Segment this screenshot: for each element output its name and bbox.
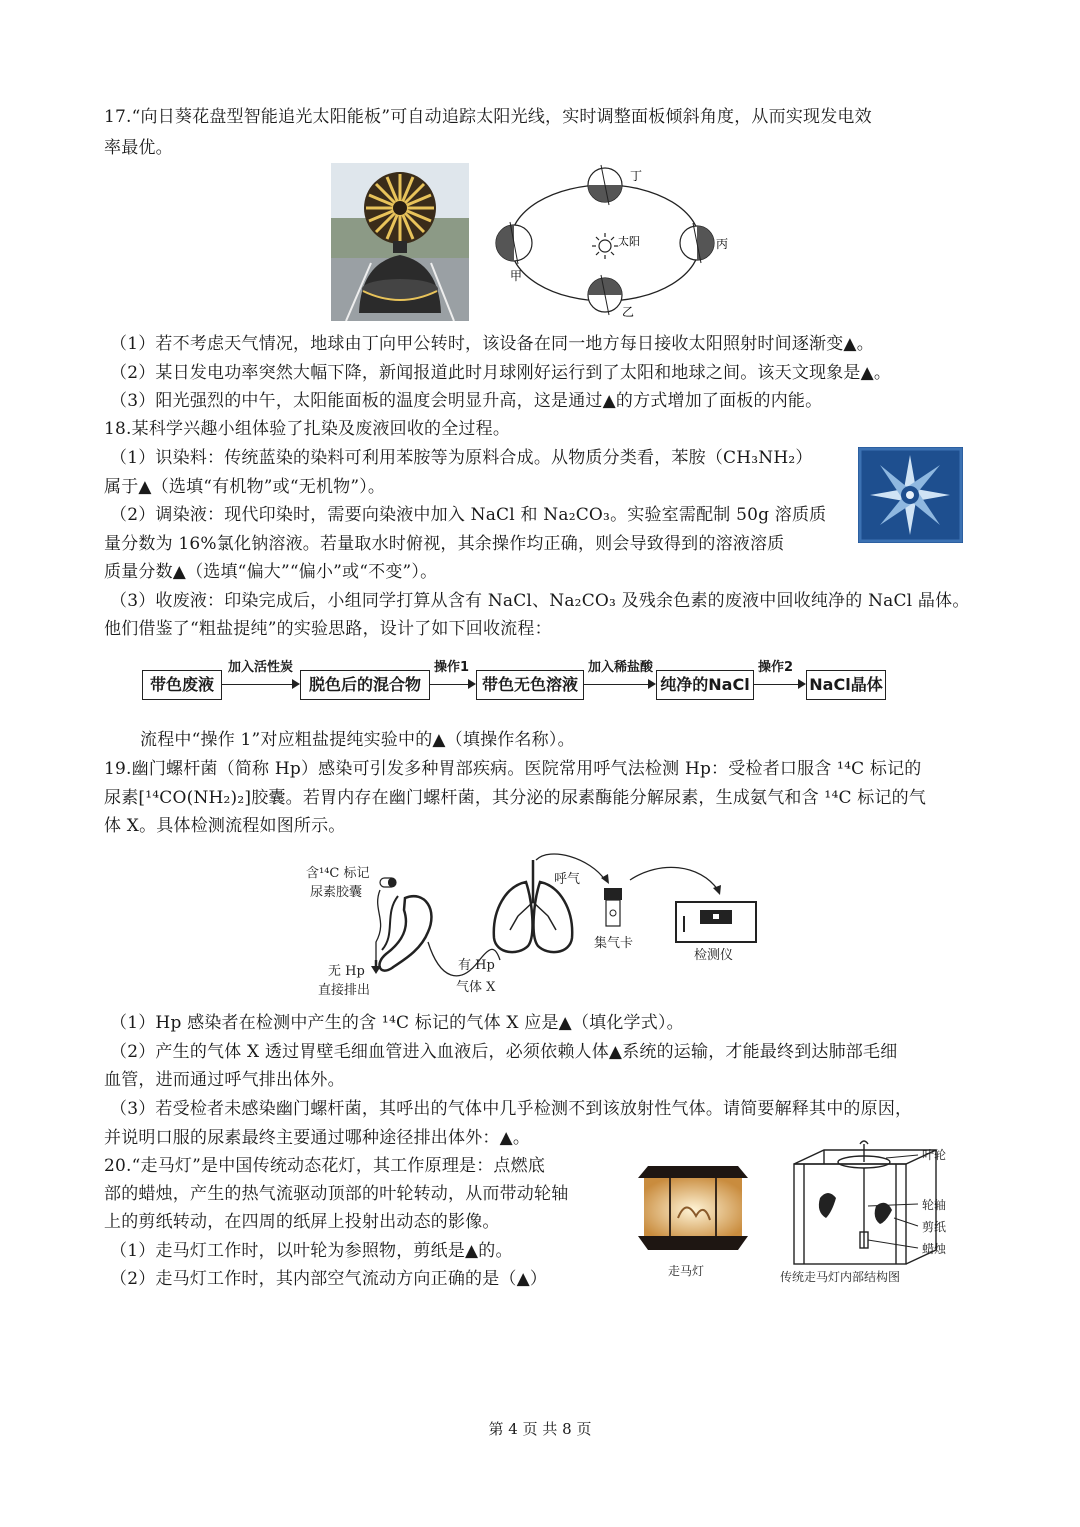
label-paper-cut: 剪纸 bbox=[922, 1220, 947, 1234]
q20-stem-line2: 部的蜡烛，产生的热气流驱动顶部的叶轮转动，从而带动轮轴 bbox=[104, 1184, 569, 1204]
capsule-icon bbox=[380, 878, 396, 887]
q18-sub2-line1: （2）调染液：现代印染时，需要向染液中加入 NaCl 和 Na₂CO₃。实验室需配制 50g 溶质质 bbox=[110, 505, 827, 525]
detector-label: 检测仪 bbox=[694, 948, 734, 963]
flow-box-2: 脱色后的混合物 bbox=[300, 670, 430, 700]
flow-arrow-1 bbox=[222, 684, 298, 685]
q18-sub3-line2: 他们借鉴了“粗盐提纯”的实验思路，设计了如下回收流程： bbox=[104, 619, 552, 639]
earth-jia bbox=[496, 222, 532, 264]
q19-stem-line2: 尿素[¹⁴CO(NH₂)₂]胶囊。若胃内存在幽门螺杆菌，其分泌的尿素酶能分解尿素，生成氨气和含 ¹⁴C 标记的气 bbox=[104, 788, 927, 808]
q17-stem-line2: 率最优。 bbox=[104, 138, 173, 158]
q18-sub3-line1: （3）收废液：印染完成后，小组同学打算从含有 NaCl、Na₂CO₃ 及残余色素的废液中回收纯净的 NaCl 晶体。 bbox=[110, 591, 970, 611]
label-jia: 甲 bbox=[510, 269, 523, 283]
earth-yi bbox=[588, 275, 622, 315]
q20-stem-line1: 20.“走马灯”是中国传统动态花灯，其工作原理是：点燃底 bbox=[104, 1156, 546, 1176]
flow-arrow-4 bbox=[754, 684, 804, 685]
q18-flow-question: 流程中“操作 1”对应粗盐提纯实验中的▲（填操作名称）。 bbox=[140, 730, 575, 750]
capsule-label-1: 含¹⁴C 标记 bbox=[306, 866, 370, 881]
flow-arrow-label-2: 操作1 bbox=[434, 660, 470, 675]
has-hp-label-1: 有 Hp bbox=[458, 958, 495, 973]
lantern-caption: 走马灯 bbox=[668, 1264, 705, 1278]
q17-sub2: （2）某日发电功率突然大幅下降，新闻报道此时月球刚好运行到了太阳和地球之间。该天文现象是▲。 bbox=[110, 363, 892, 383]
q19-sub3-line1: （3）若受检者未感染幽门螺杆菌，其呼出的气体中几乎检测不到该放射性气体。请简要解释其中的原因， bbox=[110, 1099, 913, 1119]
page-footer: 第 4 页 共 8 页 bbox=[488, 1420, 592, 1438]
q18-stem: 18.某科学兴趣小组体验了扎染及废液回收的全过程。 bbox=[104, 419, 511, 439]
recovery-flowchart bbox=[140, 660, 900, 708]
q19-sub2-line2: 血管，进而通过呼气排出体外。 bbox=[104, 1070, 345, 1090]
flow-arrow-label-4: 操作2 bbox=[758, 660, 794, 675]
stomach-icon bbox=[379, 896, 431, 970]
card-label: 集气卡 bbox=[594, 936, 634, 951]
no-hp-label-2: 直接排出 bbox=[318, 983, 371, 998]
label-candle: 蜡烛 bbox=[922, 1242, 947, 1256]
structure-caption: 传统走马灯内部结构图 bbox=[780, 1270, 901, 1284]
flow-arrow-2 bbox=[430, 684, 474, 685]
q20-stem-line3: 上的剪纸转动，在四周的纸屏上投射出动态的影像。 bbox=[104, 1212, 500, 1232]
lantern-photo bbox=[634, 1158, 752, 1256]
flow-box-3: 带色无色溶液 bbox=[476, 670, 584, 700]
exhale-label: 呼气 bbox=[554, 872, 581, 887]
q18-sub2-line3: 质量分数▲（选填“偏大”“偏小”或“不变”）。 bbox=[104, 562, 438, 582]
flow-box-4: 纯净的NaCl bbox=[656, 670, 754, 700]
label-ding: 丁 bbox=[630, 169, 643, 183]
collection-card-icon bbox=[604, 888, 622, 926]
label-axle: 轮轴 bbox=[922, 1198, 947, 1212]
q20-sub1: （1）走马灯工作时，以叶轮为参照物，剪纸是▲的。 bbox=[110, 1241, 513, 1261]
q19-sub3-line2: 并说明口服的尿素最终主要通过哪种途径排出体外：▲。 bbox=[104, 1128, 531, 1148]
q19-sub2-line1: （2）产生的气体 X 透过胃壁毛细血管进入血液后，必须依赖人体▲系统的运输，才能最终到达肺部毛细 bbox=[110, 1042, 898, 1062]
no-hp-label-1: 无 Hp bbox=[328, 964, 365, 979]
earth-orbit-diagram bbox=[492, 158, 730, 320]
q17-stem-line1: 17.“向日葵花盘型智能追光太阳能板”可自动追踪太阳光线，实时调整面板倾斜角度，从而实现发电效 bbox=[104, 107, 872, 127]
q19-stem-line3: 体 X。具体检测流程如图所示。 bbox=[104, 816, 346, 836]
q17-sub3: （3）阳光强烈的中午，太阳能面板的温度会明显升高，这是通过▲的方式增加了面板的内能。 bbox=[110, 391, 823, 411]
q18-sub1-line2: 属于▲（选填“有机物”或“无机物”）。 bbox=[104, 477, 386, 497]
label-sun: 太阳 bbox=[618, 235, 640, 248]
q18-sub2-line2: 量分数为 16%氯化钠溶液。若量取水时俯视，其余操作均正确，则会导致得到的溶液溶质 bbox=[104, 534, 785, 554]
q19-stem-line1: 19.幽门螺杆菌（简称 Hp）感染可引发多种胃部疾病。医院常用呼气法检测 Hp：受检者口服含 ¹⁴C 标记的 bbox=[104, 759, 922, 779]
breath-test-diagram bbox=[300, 850, 780, 1000]
flow-arrow-label-3: 加入稀盐酸 bbox=[588, 660, 654, 675]
earth-bing bbox=[680, 223, 714, 263]
q18-sub1-line1: （1）识染料：传统蓝染的染料可利用苯胺等为原料合成。从物质分类看，苯胺（CH₃NH₂） bbox=[110, 448, 813, 468]
flow-box-5: NaCl晶体 bbox=[806, 670, 886, 700]
q19-sub1: （1）Hp 感染者在检测中产生的含 ¹⁴C 标记的气体 X 应是▲（填化学式）。 bbox=[110, 1013, 684, 1033]
label-yi: 乙 bbox=[622, 305, 635, 319]
label-impeller: 叶轮 bbox=[922, 1148, 947, 1162]
label-bing: 丙 bbox=[716, 237, 729, 251]
flow-box-1: 带色废液 bbox=[142, 670, 222, 700]
lantern-structure-diagram bbox=[776, 1140, 966, 1286]
flow-arrow-3 bbox=[584, 684, 654, 685]
solar-car-photo bbox=[331, 163, 469, 321]
capsule-label-2: 尿素胶囊 bbox=[310, 885, 363, 900]
flow-arrow-label-1: 加入活性炭 bbox=[228, 660, 294, 675]
earth-ding bbox=[588, 165, 622, 205]
tie-dye-image bbox=[858, 447, 963, 543]
q17-sub1: （1）若不考虑天气情况，地球由丁向甲公转时，该设备在同一地方每日接收太阳照射时间逐渐变▲。 bbox=[110, 334, 874, 354]
detector-icon bbox=[676, 902, 756, 942]
q20-sub2: （2）走马灯工作时，其内部空气流动方向正确的是（▲） bbox=[110, 1269, 548, 1289]
has-hp-label-2: 气体 X bbox=[456, 980, 496, 995]
